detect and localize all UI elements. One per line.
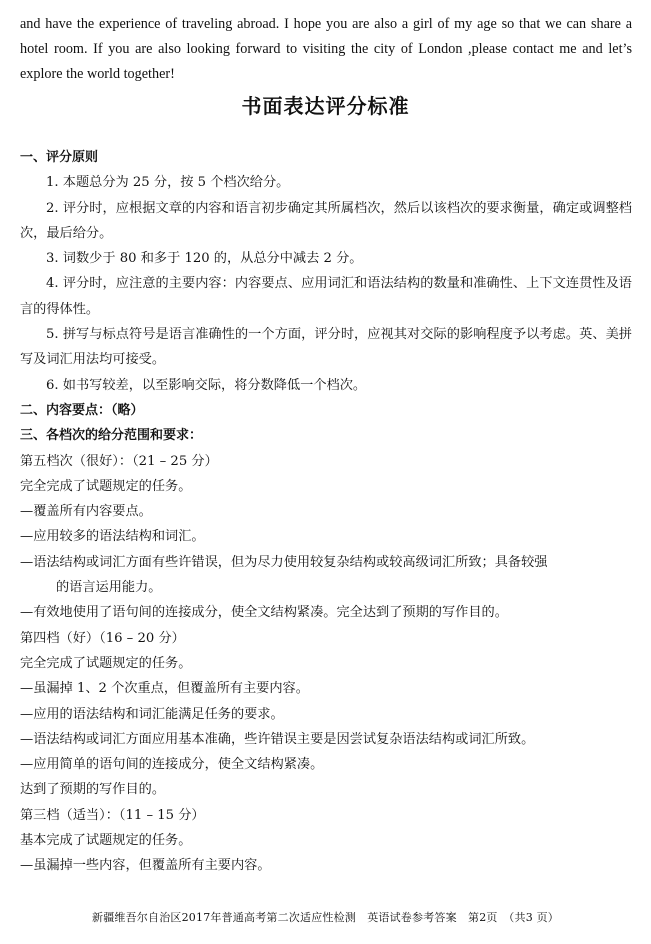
grade5-point: —覆盖所有内容要点。: [20, 504, 152, 520]
grade5-summary: 完全完成了试题规定的任务。: [20, 478, 192, 494]
grade3-summary: 基本完成了试题规定的任务。: [20, 833, 192, 849]
scoring-criteria-body: [20, 145, 632, 879]
grade4-point: —虽漏掉 1、2 个次重点，但覆盖所有主要内容。: [20, 681, 309, 697]
grade4-point: —应用简单的语句间的连接成分，使全文结构紧凑。: [20, 757, 324, 773]
grade5-label: 第五档次（很好）：（21 – 25 分）: [20, 453, 218, 469]
section-heading-content-points: 二、内容要点：（略）: [20, 402, 144, 418]
grade3-point: —虽漏掉一些内容，但覆盖所有主要内容。: [20, 858, 271, 874]
section-heading-principles: 一、评分原则: [20, 150, 99, 165]
rule-item: 3. 词数少于 80 和多于 120 的，从总分中减去 2 分。: [46, 251, 363, 267]
grade4-closing: 达到了预期的写作目的。: [20, 782, 166, 798]
page-title: 书面表达评分标准: [241, 94, 410, 118]
grade5-point: —有效地使用了语句间的连接成分，使全文结构紧凑。完全达到了预期的写作目的。: [20, 605, 508, 621]
grade4-point: —语法结构或词汇方面应用基本准确，些许错误主要是因尝试复杂语法结构或词汇所致。: [20, 731, 535, 747]
rule-item: 6. 如书写较差，以至影响交际，将分数降低一个档次。: [46, 377, 367, 393]
grade5-point: —应用较多的语法结构和词汇。: [20, 529, 205, 545]
page-footer: 新疆维吾尔自治区2017年普通高考第二次适应性检测 英语试卷参考答案 第2页 （共3 页）: [92, 911, 559, 924]
section-heading-grade-ranges: 三、各档次的给分范围和要求：: [20, 428, 203, 444]
grade4-summary: 完全完成了试题规定的任务。: [20, 655, 192, 671]
grade4-point: —应用的语法结构和词汇能满足任务的要求。: [20, 706, 284, 722]
rule-item: 1. 本题总分为 25 分，按 5 个档次给分。: [46, 175, 290, 191]
grade5-point: —语法结构或词汇方面有些许错误，但为尽力使用较复杂结构或较高级词汇所致；具备较强: [20, 554, 548, 570]
grade3-label: 第三档（适当）：（11 – 15 分）: [20, 807, 205, 823]
grade4-label: 第四档（好）（16 – 20 分）: [20, 630, 185, 646]
intro-paragraph: and have the experience of traveling abroad. I hope you are also a girl of my age so that we can share a hotel room. If you are also looking forward to visiting the city of London ,please contact me and let’s explore the world together!: [20, 16, 632, 82]
rule-item: 4. 评分时，应注意的主要内容：内容要点、应用词汇和语法结构的数量和准确性、上下文连贯性及语言的得体性。: [20, 276, 632, 317]
grade5-point-continued: 的语言运用能力。: [56, 580, 162, 596]
rule-item: 5. 拼写与标点符号是语言准确性的一个方面，评分时，应视其对交际的影响程度予以考虑。英、美拼写及词汇用法均可接受。: [20, 327, 632, 368]
rule-item: 2. 评分时，应根据文章的内容和语言初步确定其所属档次，然后以该档次的要求衡量，确定或调整档次，最后给分。: [20, 200, 632, 241]
